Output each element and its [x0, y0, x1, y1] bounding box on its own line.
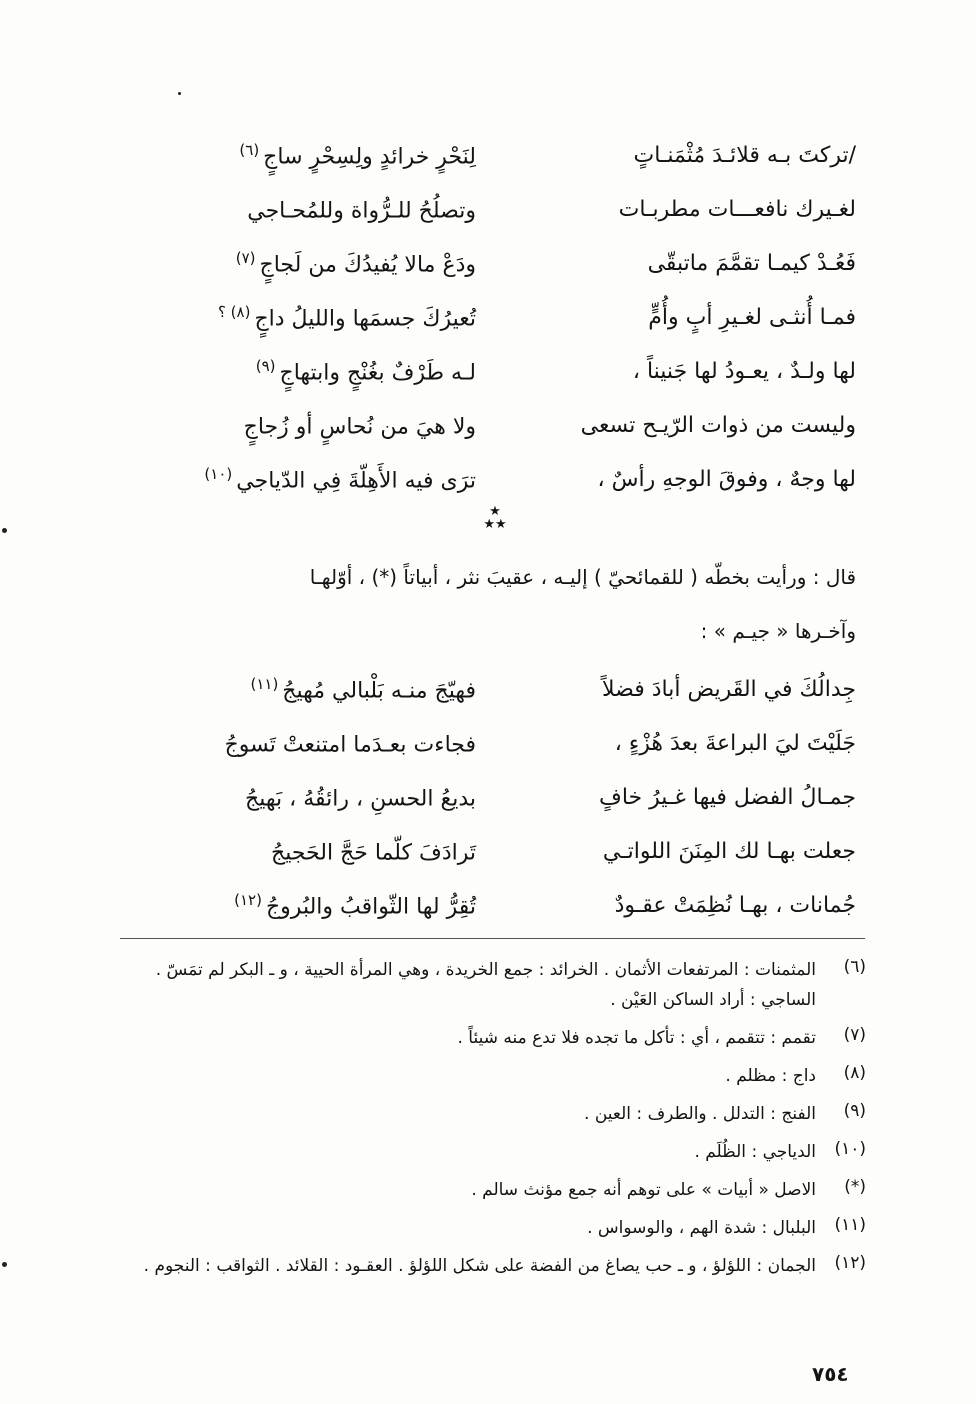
footnote-reference: (٧) [235, 248, 256, 267]
verse-row [126, 452, 856, 506]
print-speck [2, 1262, 7, 1267]
footnote-number: (٩) [843, 1101, 866, 1121]
verse-first-hemistich: لها وجهٌ ، وفوقَ الوجهِ رأسٌ ، [597, 466, 856, 492]
verse-first-hemistich: جعلت بهـا لك المِنَنَ اللواتـي [602, 838, 856, 864]
footnote-reference: (١٠) [204, 464, 233, 483]
verse-row [126, 344, 856, 398]
footnote-reference: (٦) [239, 140, 260, 159]
footnote-reference: (١٢) [234, 890, 262, 909]
verse-second-hemistich: ترَى فيه الأَهِلّةَ فِي الدّياجي$^{(١٠)}$ [204, 464, 476, 494]
footnotes [116, 955, 866, 1289]
verse-first-hemistich: /تركتَ بـه قلائـدَ مُثْمَنـاتٍ [633, 142, 856, 168]
verse-second-hemistich: تَرادَفَ كلّما حَجَّ الحَجيجُ [271, 840, 476, 866]
print-speck [2, 528, 7, 533]
footnote-text: المثمنات : المرتفعات الأثمان . الخرائد : جمع الخريدة ، وهي المرأة الحيية ، و ـ البكر لم تمَسّ . الساجي : أراد الساكن العَيْن . [155, 960, 816, 1010]
verse-row [126, 824, 856, 878]
verse-first-hemistich: وليست من ذوات الرّيـح تسعى [580, 412, 856, 438]
verse-second-hemistich: بديعُ الحسنِ ، رائقُهُ ، بَهيجُ [245, 786, 476, 812]
verse-row [126, 182, 856, 236]
verse-row [126, 716, 856, 770]
footnote [116, 1175, 866, 1205]
footnote-text: تقمم : تتقمم ، أي : تأكل ما تجده فلا تدع منه شيئاً . [457, 1028, 816, 1048]
footnote-number: (١٠) [834, 1139, 866, 1159]
verse-first-hemistich: جَلَيْتَ ليَ البراعةَ بعدَ هُزْءٍ ، [614, 730, 856, 756]
footnote-number: (*) [844, 1177, 866, 1197]
verse-second-hemistich: ولا هيَ من نُحاسٍ أو زُجاجٍ [243, 414, 476, 440]
verse-first-hemistich: جِدالُكَ في القَريض أبادَ فضلاً [602, 676, 856, 702]
verse-second-hemistich: لـه طَرْفٌ بغُنْجٍ وابتهاجٍ$^{(٩)}$ [255, 356, 476, 386]
verse-first-hemistich: فَعُـدْ كيمـا تقمَّمَ ماتبقّى [647, 250, 856, 276]
footnote [116, 1023, 866, 1053]
section-divider-stars [470, 505, 520, 531]
print-speck [178, 92, 181, 95]
footnote-separator [120, 938, 865, 939]
footnote-reference: (٩) [255, 356, 276, 375]
verse-second-hemistich: لِنَحْرٍ خرائدٍ ولِسِحْرٍ ساجٍ$^{(٦)}$ [239, 140, 476, 170]
verse-second-hemistich: تُقِرُّ لها الثّواقبُ والبُروجُ$^{(١٢)}$ [234, 890, 476, 920]
verse-second-hemistich: تُعيرُكَ جسمَها والليلُ داجٍ$^{(٨) ؟}$ [217, 302, 476, 332]
verse-first-hemistich: جمـالُ الفضل فيها غـيرُ خافٍ [599, 784, 856, 810]
verse-row [126, 236, 856, 290]
footnote-text: داج : مظلم . [725, 1066, 816, 1086]
footnote-text: الجمان : اللؤلؤ ، و ـ حب يصاغ من الفضة على شكل اللؤلؤ . العقـود : القلائد . الثواقب : النجوم . [143, 1256, 816, 1276]
verse-first-hemistich: لغـيرك نافعـــات مطربـات [618, 196, 856, 222]
prose-line-2: وآخـرها « جيـم » : [700, 619, 856, 643]
footnote [116, 1213, 866, 1243]
verse-row [126, 128, 856, 182]
footnote [116, 1061, 866, 1091]
page-number: ٧٥٤ [812, 1362, 849, 1386]
verse-first-hemistich: لها ولـدٌ ، يعـودُ لها جَنيناً ، [632, 358, 856, 384]
verse-second-hemistich: فجاءت بعـدَما امتنعتْ تَسوجُ [224, 732, 476, 758]
footnote-number: (٨) [843, 1063, 866, 1083]
footnote-text: البلبال : شدة الهم ، والوسواس . [587, 1218, 816, 1238]
footnote-reference: (١١) [250, 674, 279, 693]
star-icon: ★ [489, 504, 501, 519]
verse-row [126, 662, 856, 716]
footnote-number: (١٢) [834, 1253, 866, 1273]
footnote-text: الدياجي : الظُلَم . [694, 1142, 816, 1162]
verse-second-hemistich: وتصلُحُ للـرُّواة وللمُحـاجي [247, 198, 476, 224]
footnote-text: الاصل « أبيات » على توهم أنه جمع مؤنث سالم . [471, 1180, 816, 1200]
poem-two [126, 662, 856, 932]
footnote [116, 1137, 866, 1167]
verse-row [126, 770, 856, 824]
prose-line-1: قال : ورأيت بخطّه ( للقمائحيّ ) إليـه ، عقيبَ نثر ، أبياتاً (*) ، أوّلهـا [309, 565, 856, 589]
verse-first-hemistich: جُمانات ، بهـا نُظِمَتْ عقـودٌ [614, 892, 856, 918]
verse-first-hemistich: فمـا أُنثـى لغـيرِ أبٍ وأُمٍّ [648, 304, 856, 330]
footnote-number: (٧) [843, 1025, 866, 1045]
footnote [116, 1099, 866, 1129]
footnote-reference: (٨) ؟ [217, 302, 251, 321]
verse-row [126, 290, 856, 344]
verse-row [126, 398, 856, 452]
verse-second-hemistich: فهيّجَ منـه بَلْبالي مُهيجُ$^{(١١)}$ [250, 674, 476, 704]
footnote-number: (١١) [834, 1215, 866, 1235]
footnote [116, 955, 866, 1015]
poem-one [126, 128, 856, 506]
verse-second-hemistich: ودَعْ مالا يُفيدُكَ من لَجاجٍ$^{(٧)}$ [235, 248, 476, 278]
verse-row [126, 878, 856, 932]
star-pair-icon: ★★ [483, 517, 507, 532]
footnote-text: الفنج : التدلل . والطرف : العين . [584, 1104, 816, 1124]
footnote [116, 1251, 866, 1281]
footnote-number: (٦) [843, 957, 866, 977]
